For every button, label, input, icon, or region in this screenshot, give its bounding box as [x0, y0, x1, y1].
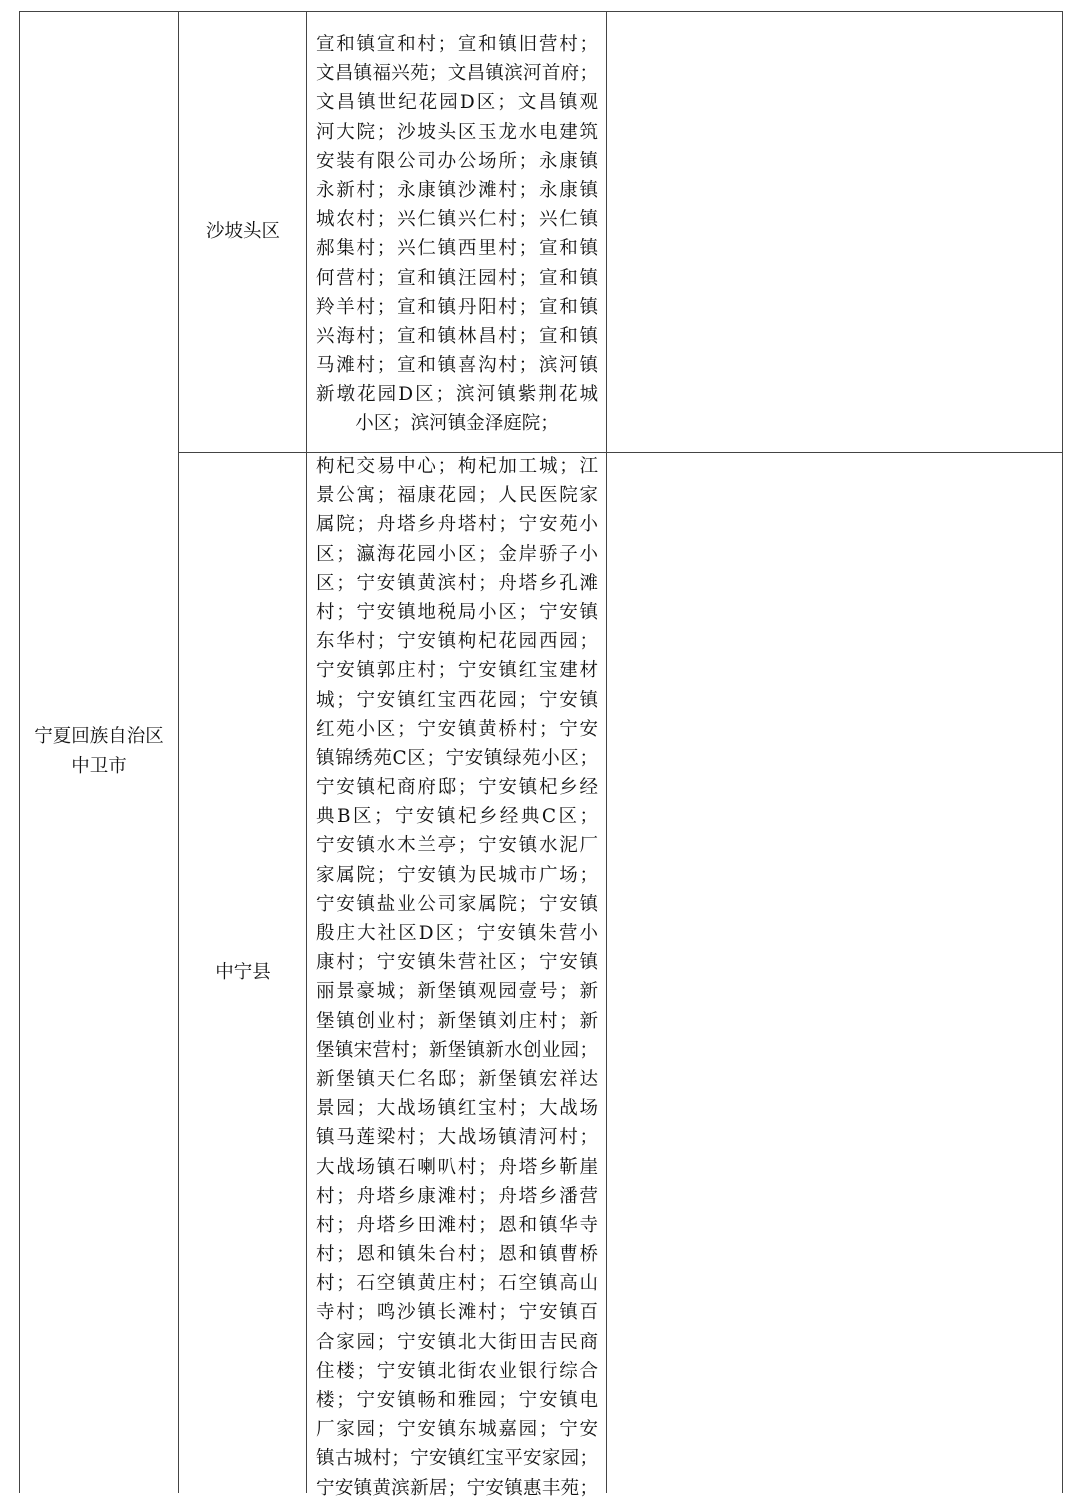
city-name: 中卫市	[71, 756, 127, 777]
places-line: 兴海村；宣和镇林昌村；宣和镇	[316, 325, 598, 347]
places-line: 河大院；沙坡头区玉龙水电建筑	[316, 121, 598, 143]
places-line: 镇锦绣苑C区；宁安镇绿苑小区；	[316, 747, 598, 769]
places-line: 景园；大战场镇红宝村；大战场	[316, 1098, 598, 1120]
places-line: 红苑小区；宁安镇黄桥村；宁安	[316, 718, 598, 740]
places-line: 村；宁安镇地税局小区；宁安镇	[316, 601, 598, 623]
places-cell	[316, 452, 598, 1503]
places-line: 寺村；鸣沙镇长滩村；宁安镇百	[316, 1302, 598, 1324]
places-line: 堡镇宋营村；新堡镇新水创业园；	[316, 1039, 598, 1061]
region-name: 宁夏回族自治区	[34, 726, 164, 747]
places-line: 马滩村；宣和镇喜沟村；滨河镇	[316, 355, 598, 377]
places-line: 文昌镇世纪花园D区；文昌镇观	[316, 92, 598, 114]
places-line: 东华村；宁安镇枸杞花园西园；	[316, 631, 598, 653]
places-line: 合家园；宁安镇北大街田吉民商	[316, 1331, 598, 1353]
places-line: 新堡镇天仁名邸；新堡镇宏祥达	[316, 1068, 598, 1090]
places-line: 宁安镇水木兰亭；宁安镇水泥厂	[316, 835, 598, 857]
district-cell: 中宁县	[215, 962, 271, 983]
district-cell: 沙坡头区	[205, 221, 280, 242]
places-line: 羚羊村；宣和镇丹阳村；宣和镇	[316, 296, 598, 318]
places-line: 区；宁安镇黄滨村；舟塔乡孔滩	[316, 572, 598, 594]
places-line: 大战场镇石喇叭村；舟塔乡靳崖	[316, 1156, 598, 1178]
column-divider-places	[606, 11, 607, 1493]
column-divider-district	[306, 11, 307, 1493]
places-line: 典B区；宁安镇杞乡经典C区；	[316, 806, 598, 828]
places-line: 宁安镇杞商府邸；宁安镇杞乡经	[316, 777, 598, 799]
places-line: 宁安镇盐业公司家属院；宁安镇	[316, 893, 598, 915]
places-line: 小区；滨河镇金泽庭院；	[355, 413, 559, 435]
places-line: 村；石空镇黄庄村；石空镇高山	[316, 1273, 598, 1295]
places-line: 村；恩和镇朱台村；恩和镇曹桥	[316, 1244, 598, 1266]
places-line: 枸杞交易中心；枸杞加工城；江	[316, 456, 598, 477]
places-line: 何营村；宣和镇汪园村；宣和镇	[316, 267, 598, 289]
places-cell	[316, 30, 598, 439]
table-right-border	[1062, 11, 1063, 1493]
places-line: 住楼；宁安镇北街农业银行综合	[316, 1360, 598, 1382]
places-line: 安装有限公司办公场所；永康镇	[316, 150, 598, 172]
table-top-border	[19, 11, 1063, 12]
row-divider	[178, 452, 1063, 453]
places-line: 宁安镇黄滨新居；宁安镇惠丰苑；	[316, 1477, 598, 1499]
region-cell	[20, 722, 178, 782]
places-line: 村；舟塔乡田滩村；恩和镇华寺	[316, 1214, 598, 1236]
places-line: 丽景豪城；新堡镇观园壹号；新	[316, 981, 598, 1003]
places-line: 堡镇创业村；新堡镇刘庄村；新	[316, 1010, 598, 1032]
places-line: 家属院；宁安镇为民城市广场；	[316, 864, 598, 886]
places-line: 镇古城村；宁安镇红宝平安家园；	[316, 1448, 598, 1470]
places-line: 新墩花园D区；滨河镇紫荆花城	[316, 384, 598, 406]
places-line: 村；舟塔乡康滩村；舟塔乡潘营	[316, 1185, 598, 1207]
places-line: 厂家园；宁安镇东城嘉园；宁安	[316, 1419, 598, 1441]
places-line: 殷庄大社区D区；宁安镇朱营小	[316, 923, 598, 944]
places-line: 康村；宁安镇朱营社区；宁安镇	[316, 952, 598, 974]
places-line: 文昌镇福兴苑；文昌镇滨河首府；	[316, 63, 598, 85]
places-line: 属院；舟塔乡舟塔村；宁安苑小	[316, 514, 598, 536]
places-line: 区；瀛海花园小区；金岸骄子小	[316, 543, 598, 565]
places-line: 郝集村；兴仁镇西里村；宣和镇	[316, 238, 598, 260]
places-line: 镇马莲梁村；大战场镇清河村；	[316, 1127, 598, 1149]
places-line: 景公寓；福康花园；人民医院家	[316, 485, 598, 507]
places-line: 城农村；兴仁镇兴仁村；兴仁镇	[316, 209, 598, 231]
places-line: 永新村；永康镇沙滩村；永康镇	[316, 179, 598, 201]
places-line: 宁安镇郭庄村；宁安镇红宝建材	[316, 660, 598, 682]
places-line: 城；宁安镇红宝西花园；宁安镇	[316, 689, 598, 711]
places-line: 宣和镇宣和村；宣和镇旧营村；	[316, 34, 598, 55]
column-divider-region	[178, 11, 179, 1493]
places-line: 楼；宁安镇畅和雅园；宁安镇电	[316, 1390, 598, 1411]
